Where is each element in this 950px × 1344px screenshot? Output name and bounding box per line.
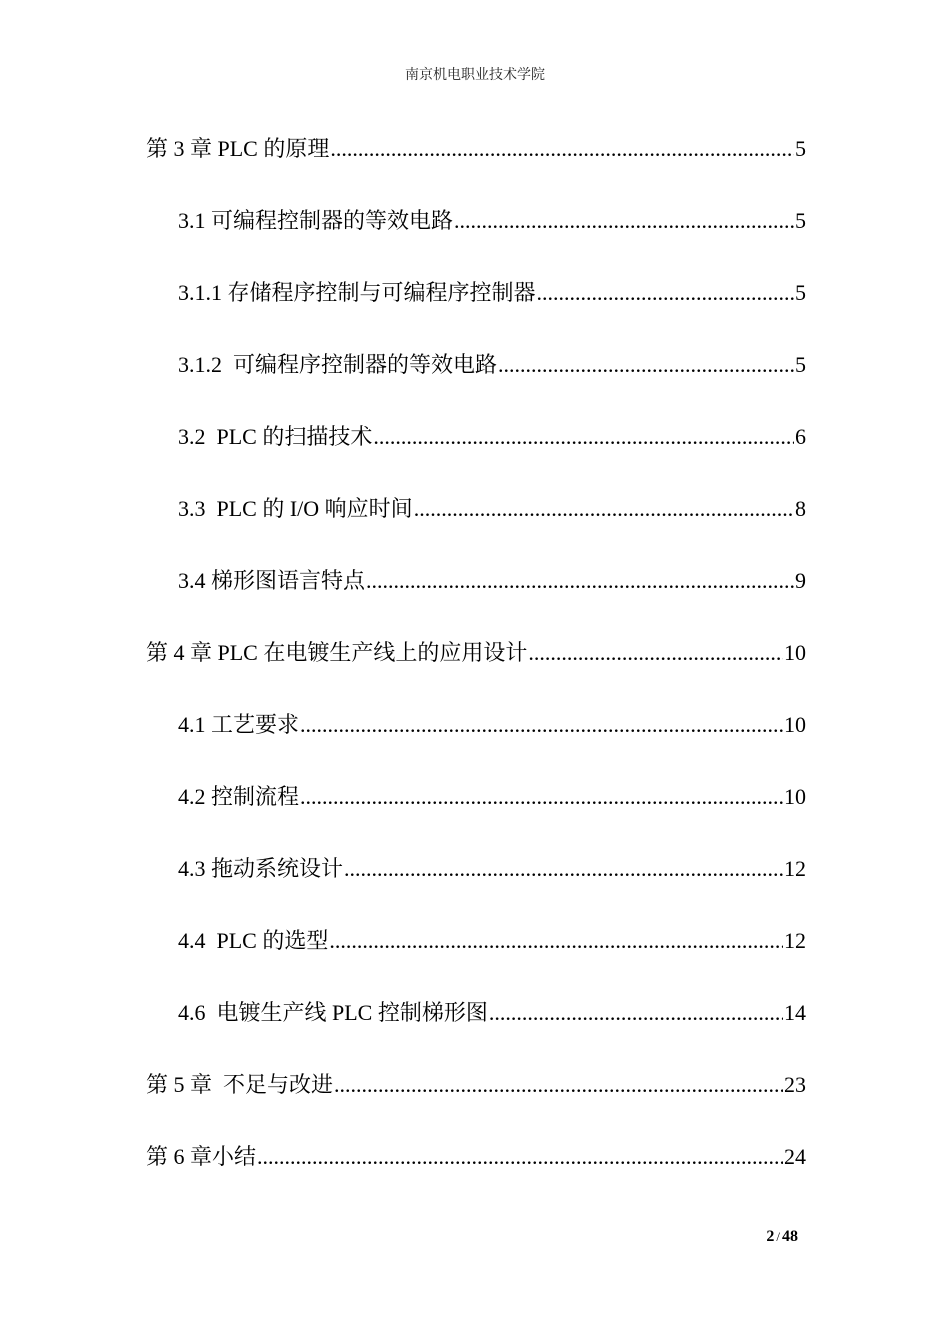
- toc-dot-leader: [330, 134, 794, 164]
- toc-entry-title: 4.6 电镀生产线 PLC 控制梯形图: [178, 1000, 488, 1025]
- toc-entry-4-3[interactable]: [0, 854, 806, 884]
- toc-dot-leader: [537, 278, 794, 308]
- toc-entry-page: 5: [795, 352, 806, 377]
- toc-dot-leader: [414, 494, 794, 524]
- toc-dot-leader: [373, 422, 794, 452]
- toc-dot-leader: [454, 206, 794, 236]
- toc-dot-leader: [300, 710, 783, 740]
- toc-dot-leader: [528, 638, 783, 668]
- toc-entry-3-3[interactable]: [0, 494, 806, 524]
- toc-entry-page: 5: [795, 208, 806, 233]
- toc-entry-page: 23: [784, 1072, 806, 1097]
- toc-entry-title: 4.4 PLC 的选型: [178, 928, 329, 953]
- total-pages: 48: [782, 1228, 798, 1245]
- toc-entry-page: 6: [795, 424, 806, 449]
- toc-entry-3-1-1[interactable]: [0, 278, 806, 308]
- toc-entry-page: 12: [784, 928, 806, 953]
- toc-entry-title: 3.4 梯形图语言特点: [178, 568, 366, 593]
- toc-dot-leader: [498, 350, 794, 380]
- toc-entry-page: 5: [795, 280, 806, 305]
- toc-entry-4-2[interactable]: [0, 782, 806, 812]
- toc-dot-leader: [366, 566, 794, 596]
- toc-entry-3-1-2[interactable]: [0, 350, 806, 380]
- toc-entry-3-2[interactable]: [0, 422, 806, 452]
- toc-entry-title: 3.1.1 存储程序控制与可编程序控制器: [178, 280, 536, 305]
- toc-entry-4-1[interactable]: [0, 710, 806, 740]
- toc-entry-page: 10: [784, 784, 806, 809]
- toc-entry-title: 3.3 PLC 的 I/O 响应时间: [178, 496, 413, 521]
- toc-dot-leader: [329, 926, 783, 956]
- toc-entry-title: 第 5 章 不足与改进: [146, 1072, 334, 1097]
- toc-entry-title: 3.1 可编程控制器的等效电路: [178, 208, 454, 233]
- page-separator: /: [776, 1229, 780, 1244]
- toc-entry-chapter-5[interactable]: [0, 1070, 806, 1100]
- toc-entry-title: 第 3 章 PLC 的原理: [146, 136, 330, 161]
- toc-entry-title: 第 6 章小结: [146, 1144, 257, 1169]
- toc-entry-page: 9: [795, 568, 806, 593]
- toc-entry-page: 8: [795, 496, 806, 521]
- toc-entry-4-4[interactable]: [0, 926, 806, 956]
- toc-entry-page: 14: [784, 1000, 806, 1025]
- toc-dot-leader: [257, 1142, 783, 1172]
- toc-entry-title: 3.2 PLC 的扫描技术: [178, 424, 373, 449]
- page-header: 南京机电职业技术学院: [405, 68, 545, 83]
- current-page-number: 2: [766, 1228, 775, 1245]
- toc-dot-leader: [489, 998, 783, 1028]
- toc-entry-title: 第 4 章 PLC 在电镀生产线上的应用设计: [146, 640, 528, 665]
- toc-entry-page: 10: [784, 712, 806, 737]
- toc-entry-page: 5: [795, 136, 806, 161]
- toc-entry-title: 4.2 控制流程: [178, 784, 300, 809]
- toc-entry-3-4[interactable]: [0, 566, 806, 596]
- toc-entry-title: 4.3 拖动系统设计: [178, 856, 344, 881]
- toc-entry-title: 4.1 工艺要求: [178, 712, 300, 737]
- toc-entry-page: 10: [784, 640, 806, 665]
- page-number: [766, 1226, 798, 1248]
- toc-entry-4-6[interactable]: [0, 998, 806, 1028]
- toc-entry-chapter-3[interactable]: [0, 134, 806, 164]
- toc-entry-3-1[interactable]: [0, 206, 806, 236]
- toc-entry-title: 3.1.2 可编程序控制器的等效电路: [178, 352, 498, 377]
- toc-dot-leader: [344, 854, 783, 884]
- toc-entry-chapter-4[interactable]: [0, 638, 806, 668]
- toc-dot-leader: [334, 1070, 783, 1100]
- toc-entry-page: 12: [784, 856, 806, 881]
- toc-dot-leader: [300, 782, 783, 812]
- toc-entry-page: 24: [784, 1144, 806, 1169]
- toc-entry-chapter-6[interactable]: [0, 1142, 806, 1172]
